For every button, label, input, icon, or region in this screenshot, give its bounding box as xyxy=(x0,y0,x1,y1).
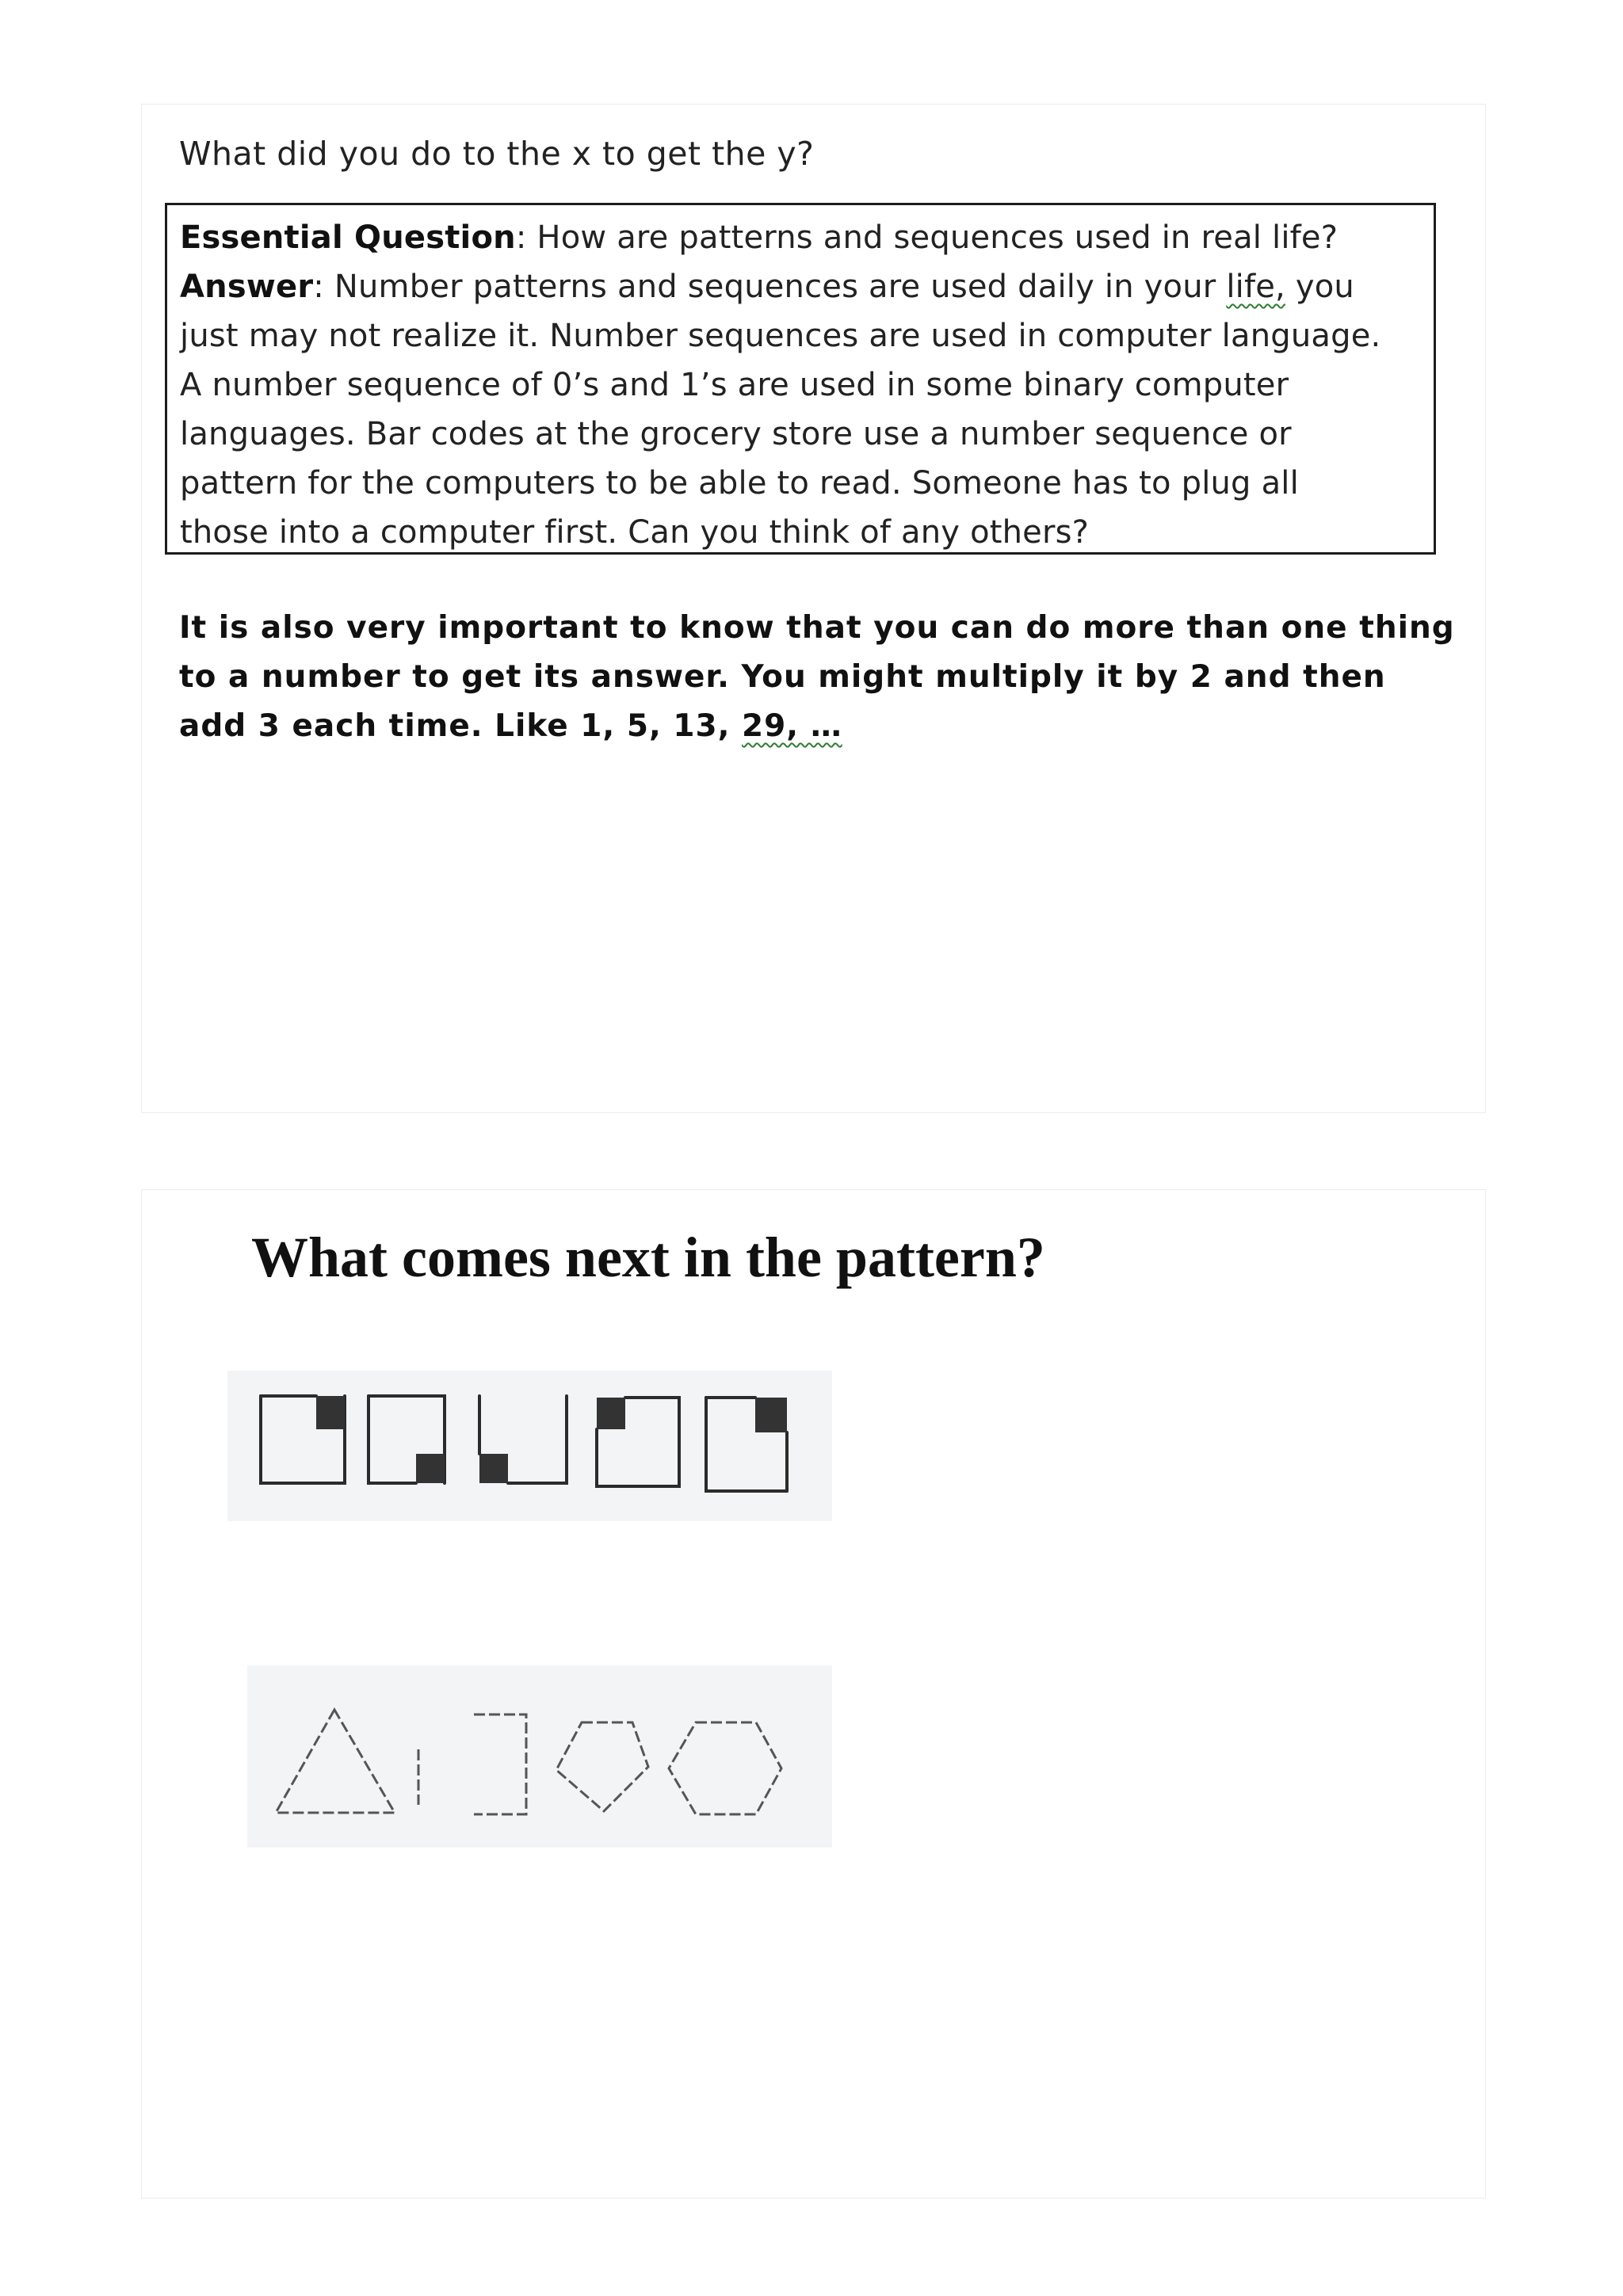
bold-line-2: to a number to get its answer. You might multiply it by 2 and then xyxy=(179,659,1386,695)
spelling-squiggle-29: 29, … xyxy=(742,708,842,744)
bold-paragraph xyxy=(179,604,1455,751)
spelling-squiggle-life: life, xyxy=(1226,269,1285,305)
page-1 xyxy=(141,104,1486,1113)
polygons-pattern-svg xyxy=(247,1665,832,1848)
pentagon-shape xyxy=(556,1722,648,1811)
squares-pattern-figure xyxy=(227,1371,832,1521)
intro-question: What did you do to the x to get the y? xyxy=(179,135,815,173)
hexagon-shape xyxy=(669,1722,781,1814)
answer-line-5: pattern for the computers to be able to read. Someone has to plug all xyxy=(180,465,1299,502)
polygons-pattern-figure xyxy=(247,1665,832,1848)
bold-line-3-text: add 3 each time. Like 1, 5, 13, xyxy=(179,708,743,744)
pattern-square-3 xyxy=(479,1396,567,1483)
pattern-title: What comes next in the pattern? xyxy=(251,1226,1045,1289)
answer-line-2: just may not realize it. Number sequences are used in computer language. xyxy=(180,318,1381,354)
essential-question-line xyxy=(180,213,1424,262)
answer-text-1b: you xyxy=(1285,269,1354,305)
answer-line-3: A number sequence of 0’s and 1’s are used in some binary computer xyxy=(180,367,1289,403)
pattern-square-2 xyxy=(369,1396,445,1483)
squares-pattern-svg xyxy=(227,1371,832,1521)
triangle-shape xyxy=(276,1710,395,1813)
answer-line-1 xyxy=(180,262,1424,311)
answer-text-1a: : Number patterns and sequences are used daily in your xyxy=(313,269,1227,305)
bold-line-1: It is also very important to know that you can do more than one thing xyxy=(179,610,1455,646)
answer-line-6: those into a computer first. Can you think of any others? xyxy=(180,514,1090,551)
essential-question-label: Essential Question xyxy=(180,219,516,256)
pattern-square-4 xyxy=(597,1398,679,1486)
answer-line-4: languages. Bar codes at the grocery store use a number sequence or xyxy=(180,416,1292,452)
bold-line-3 xyxy=(179,702,1455,751)
page-2 xyxy=(141,1189,1486,2199)
essential-question-box xyxy=(165,203,1436,555)
pattern-square-1 xyxy=(261,1396,345,1483)
pattern-square-5 xyxy=(706,1398,787,1491)
answer-label: Answer xyxy=(180,269,314,305)
essential-question-text: : How are patterns and sequences used in real life? xyxy=(515,219,1338,256)
